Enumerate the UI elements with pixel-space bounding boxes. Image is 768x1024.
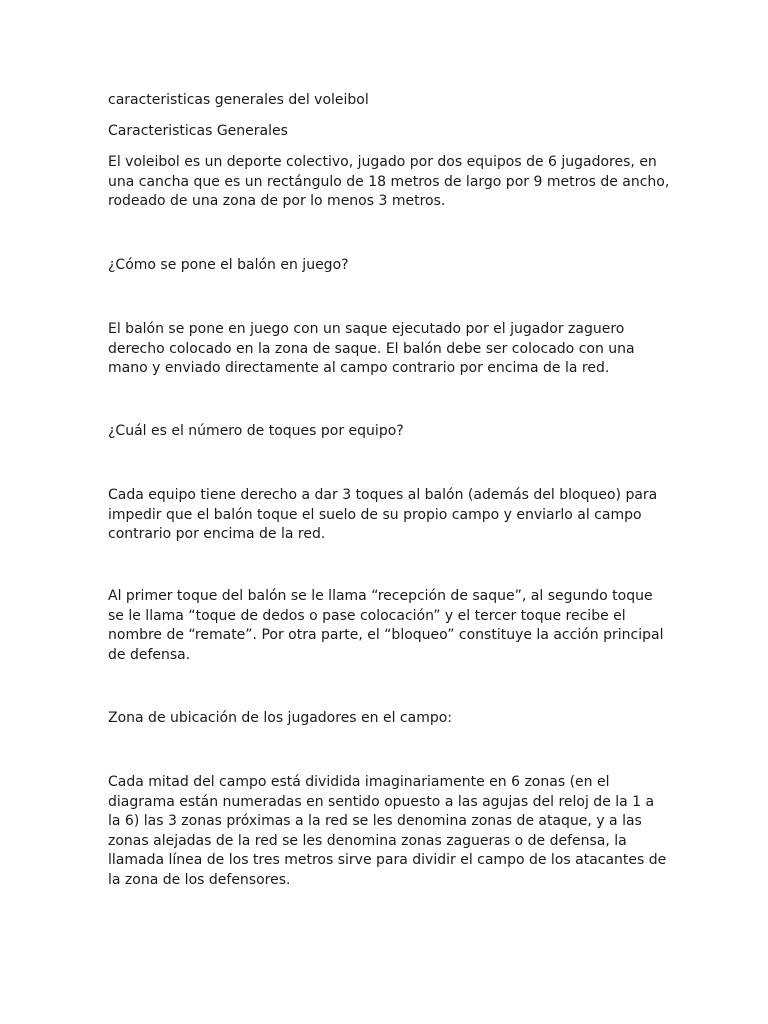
question-touches: ¿Cuál es el número de toques por equipo? (108, 423, 404, 439)
document-title: caracteristicas generales del voleibol (108, 92, 369, 108)
paragraph-serve: El balón se pone en juego con un saque ejecutado por el jugador zaguero derecho colocado en la zona de saque. El balón debe ser colocado con una mano y enviado directamente al campo contrario por encima de la red. (108, 321, 635, 376)
paragraph-touch-names: Al primer toque del balón se le llama “recepción de saque”, al segundo toque se le llama “toque de dedos o pase colocación” y el tercer toque recibe el nombre de “remate”. Por otra parte, el “bloqueo” constituye la acción principal de defensa. (108, 588, 664, 663)
question-zones: Zona de ubicación de los jugadores en el campo: (108, 710, 453, 726)
section-heading: Caracteristicas Generales (108, 123, 288, 139)
question-serve: ¿Cómo se pone el balón en juego? (108, 257, 349, 273)
paragraph-zones: Cada mitad del campo está dividida imaginariamente en 6 zonas (en el diagrama están numeradas en sentido opuesto a las agujas del reloj de la 1 a la 6) las 3 zonas próximas a la red se les denomina zonas de ataque, y a las zonas alejadas de la red se les denomina zonas zagueras o de defensa, la llamada línea de los tres metros sirve para dividir el campo de los atacantes de la zona de los defensores. (108, 774, 667, 888)
paragraph-touches: Cada equipo tiene derecho a dar 3 toques al balón (además del bloqueo) para impedir que el balón toque el suelo de su propio campo y enviarlo al campo contrario por encima de la red. (108, 487, 658, 542)
paragraph-intro: El voleibol es un deporte colectivo, jugado por dos equipos de 6 jugadores, en una cancha que es un rectángulo de 18 metros de largo por 9 metros de ancho, rodeado de una zona de por lo menos 3 metros. (108, 154, 670, 209)
